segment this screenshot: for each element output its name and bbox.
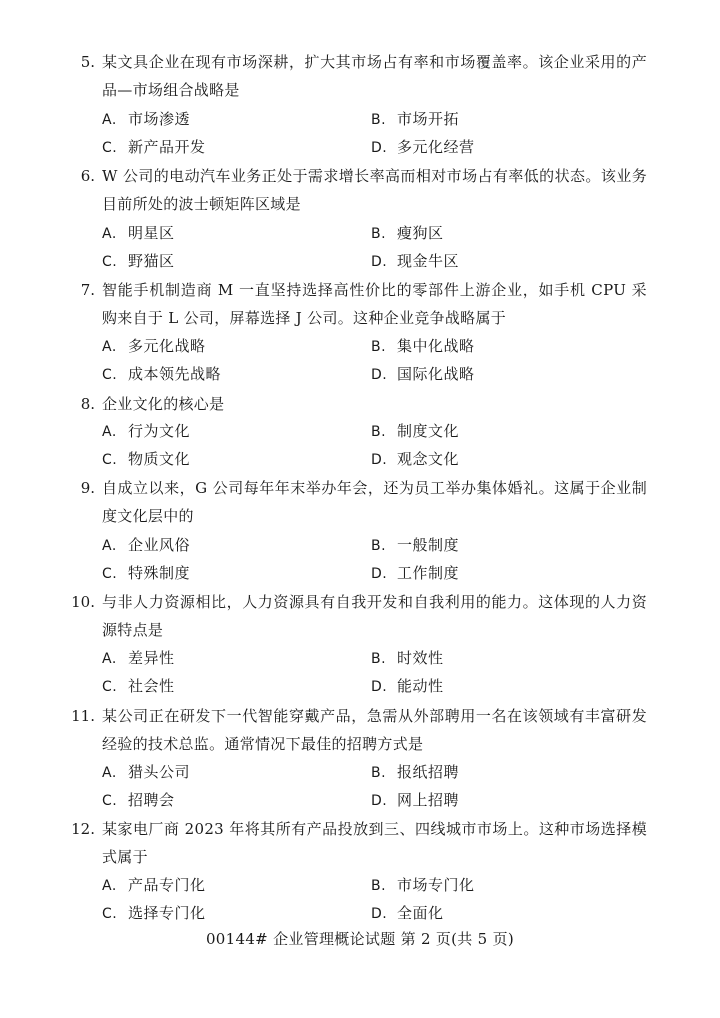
option-a: A. 明星区	[102, 224, 175, 242]
option-b: B. 报纸招聘	[371, 763, 460, 781]
option-b: B. 一般制度	[371, 536, 460, 554]
option-a: A. 猎头公司	[102, 763, 191, 781]
option-a: A. 企业风俗	[102, 536, 191, 554]
page-footer: 00144# 企业管理概论试题 第 2 页(共 5 页)	[205, 930, 515, 948]
option-d: D. 多元化经营	[371, 138, 475, 156]
option-c: C. 物质文化	[102, 450, 191, 468]
option-b: B. 市场开拓	[371, 110, 460, 128]
option-d: D. 网上招聘	[371, 791, 460, 809]
option-d: D. 现金牛区	[371, 252, 460, 270]
question-number: 11.	[71, 707, 95, 725]
question-number: 7.	[80, 281, 95, 299]
question-stem: 智能手机制造商 M 一直坚持选择高性价比的零部件上游企业，如手机 CPU 采购来自于 L 公司，屏幕选择 J 公司。这种企业竞争战略属于	[102, 281, 647, 327]
option-b: B. 集中化战略	[371, 337, 475, 355]
question-stem: 某文具企业在现有市场深耕，扩大其市场占有率和市场覆盖率。该企业采用的产品—市场组合战略是	[102, 53, 647, 99]
question-number: 5.	[80, 53, 95, 71]
question-stem: W 公司的电动汽车业务正处于需求增长率高而相对市场占有率低的状态。该业务目前所处的波士顿矩阵区域是	[102, 167, 647, 213]
question-number: 12.	[71, 820, 95, 838]
question-number: 8.	[80, 395, 95, 413]
option-c: C. 新产品开发	[102, 138, 206, 156]
option-b: B. 瘦狗区	[371, 224, 444, 242]
option-a: A. 多元化战略	[102, 337, 206, 355]
question-stem: 某公司正在研发下一代智能穿戴产品，急需从外部聘用一名在该领域有丰富研发经验的技术总监。通常情况下最佳的招聘方式是	[102, 707, 647, 753]
option-c: C. 社会性	[102, 677, 175, 695]
option-b: B. 时效性	[371, 649, 444, 667]
option-c: C. 特殊制度	[102, 564, 191, 582]
option-d: D. 工作制度	[371, 564, 460, 582]
option-c: C. 成本领先战略	[102, 365, 222, 383]
option-d: D. 国际化战略	[371, 365, 475, 383]
option-c: C. 选择专门化	[102, 904, 206, 922]
option-a: A. 市场渗透	[102, 110, 191, 128]
option-d: D. 观念文化	[371, 450, 460, 468]
question-number: 9.	[80, 479, 95, 497]
question-stem: 企业文化的核心是	[102, 395, 225, 413]
option-a: A. 行为文化	[102, 422, 191, 440]
option-a: A. 产品专门化	[102, 876, 206, 894]
question-stem: 某家电厂商 2023 年将其所有产品投放到三、四线城市市场上。这种市场选择模式属于	[102, 820, 647, 866]
question-stem: 自成立以来，G 公司每年年末举办年会，还为员工举办集体婚礼。这属于企业制度文化层中的	[102, 479, 647, 525]
option-c: C. 野猫区	[102, 252, 175, 270]
option-d: D. 能动性	[371, 677, 444, 695]
question-stem: 与非人力资源相比，人力资源具有自我开发和自我利用的能力。这体现的人力资源特点是	[102, 593, 647, 639]
option-a: A. 差异性	[102, 649, 175, 667]
question-number: 10.	[71, 593, 95, 611]
option-b: B. 制度文化	[371, 422, 460, 440]
question-number: 6.	[80, 167, 95, 185]
option-d: D. 全面化	[371, 904, 444, 922]
option-b: B. 市场专门化	[371, 876, 475, 894]
option-c: C. 招聘会	[102, 791, 175, 809]
